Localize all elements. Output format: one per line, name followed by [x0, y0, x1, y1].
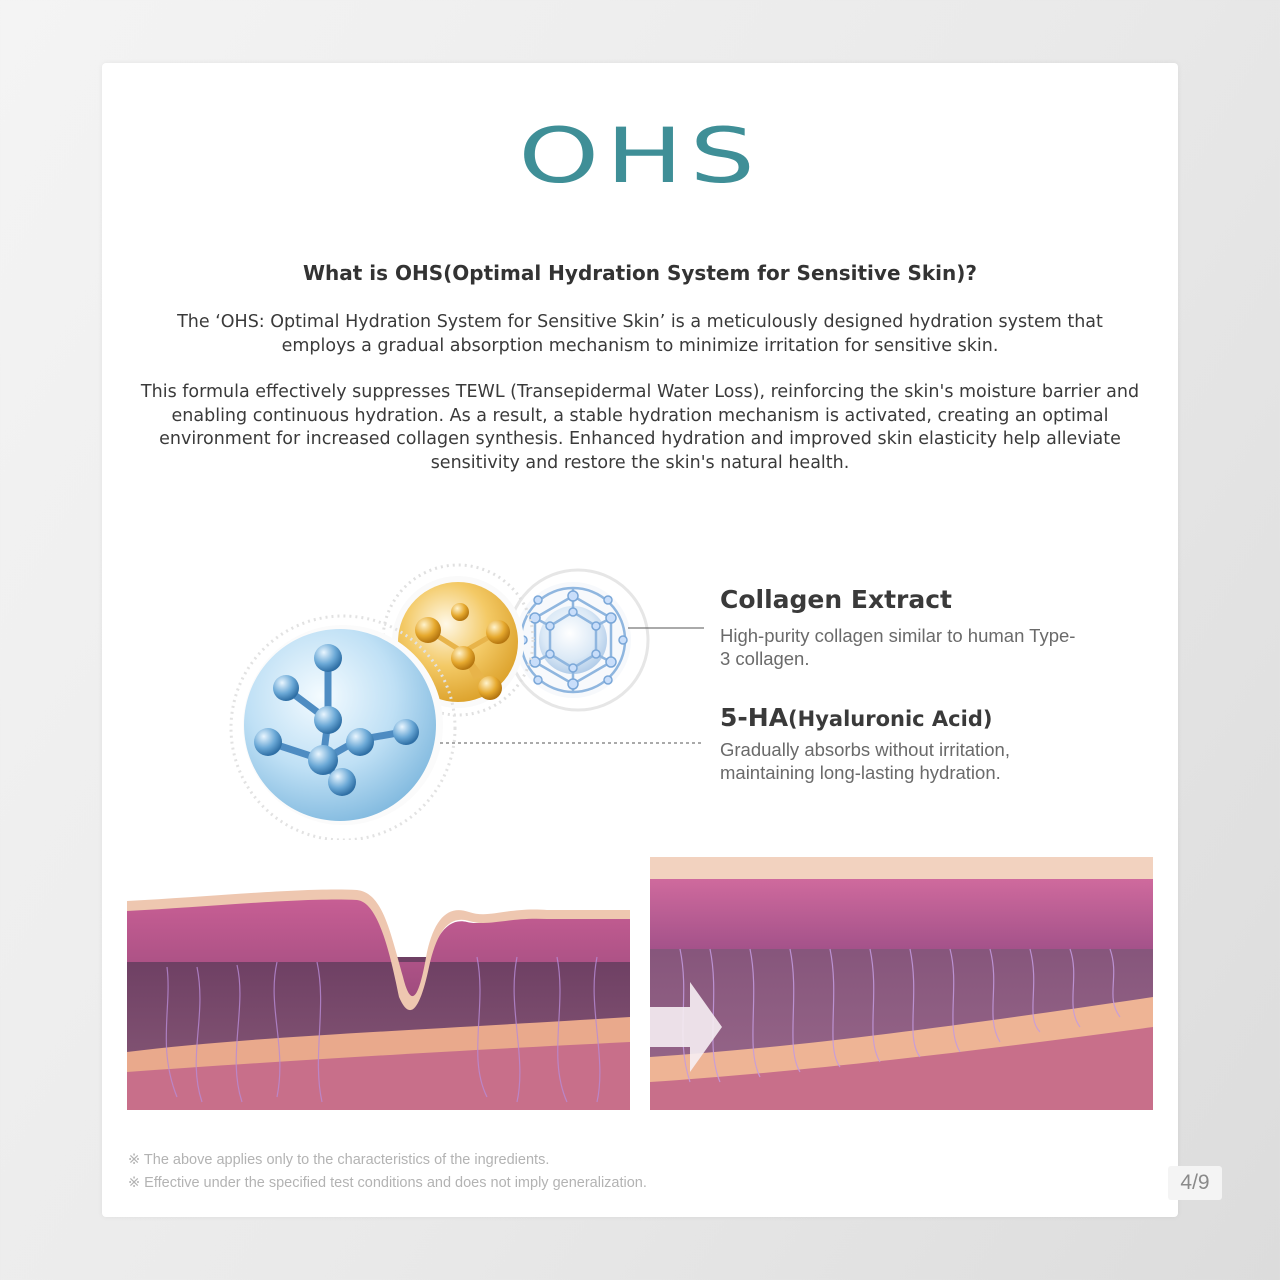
detail-paragraph: This formula effectively suppresses TEWL (Transepidermal Water Loss), reinforcing the skin's moisture barrier and enabling continuous hydration. As a result, a stable hydration mechanism is activated, creating an optimal environment for increased collagen synthesis. Enhanced hydration and improved skin elasticity help alleviate sensitivity and restore the skin's natural health. — [140, 382, 1140, 473]
footnote-1: ※ The above applies only to the characteristics of the ingredients. — [128, 1152, 550, 1168]
smooth-skin-illustration — [650, 857, 1153, 1110]
ingredient-title-collagen: Collagen Extract — [720, 585, 953, 614]
page-heading: What is OHS(Optimal Hydration System for Sensitive Skin)? — [302, 261, 978, 285]
ingredient-title-main: 5-HA — [720, 703, 789, 732]
ingredient-title-hyaluronic — [720, 703, 992, 732]
ingredient-desc-collagen: High-purity collagen similar to human Type-3 collagen. — [720, 625, 1076, 669]
intro-paragraph: The ‘OHS: Optimal Hydration System for Sensitive Skin’ is a meticulously designed hydration system that employs a gradual absorption mechanism to minimize irritation for sensitive skin. — [177, 312, 1103, 356]
page-indicator: 4/9 — [1168, 1166, 1222, 1200]
wrinkled-skin-illustration — [127, 857, 630, 1110]
ohs-logo: OHS — [518, 111, 762, 200]
ingredient-title-sub: (Hyaluronic Acid) — [788, 707, 993, 731]
ingredient-desc-hyaluronic: Gradually absorbs without irritation, maintaining long-lasting hydration. — [720, 739, 1010, 783]
footnote-2: ※ Effective under the specified test conditions and does not imply generalization. — [128, 1175, 647, 1191]
